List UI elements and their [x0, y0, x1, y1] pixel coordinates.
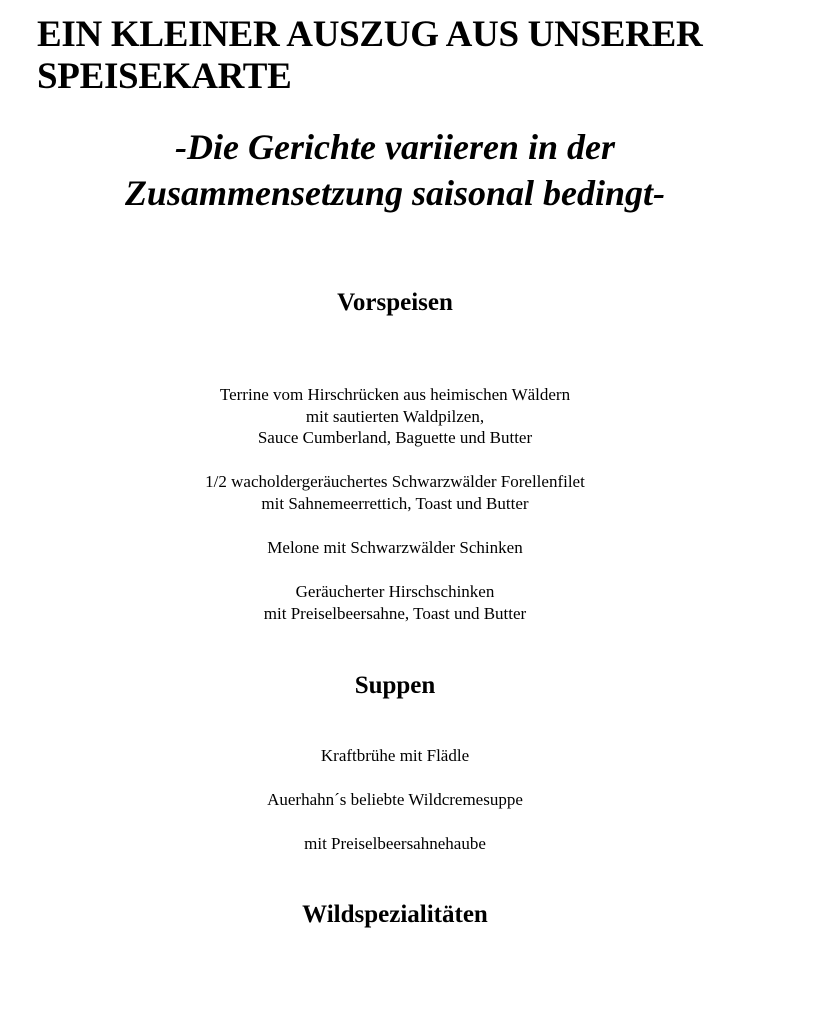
dish-item: [0, 537, 790, 559]
dish-item: [0, 581, 790, 624]
dish-line: mit Preiselbeersahne, Toast und Butter: [263, 603, 527, 623]
dish-line: Kraftbrühe mit Flädle: [320, 746, 470, 765]
dish-line: 1/2 wacholdergeräuchertes Schwarzwälder Forellenfilet: [205, 472, 585, 491]
dish-line: mit Preiselbeersahnehaube: [304, 834, 486, 853]
page-subtitle-line: -Die Gerichte variieren in der: [175, 127, 615, 167]
page-subtitle: [0, 124, 790, 216]
dish-item: [0, 384, 790, 449]
dish-line: Auerhahn´s beliebte Wildcremesuppe: [267, 790, 523, 809]
section-heading-suppen: Suppen: [354, 672, 436, 699]
dish-line: Terrine vom Hirschrücken aus heimischen Wäldern: [219, 385, 571, 404]
dish-line: mit Sahnemeerrettich, Toast und Butter: [261, 493, 529, 513]
page-title-line: SPEISEKARTE: [37, 56, 292, 97]
dish-item: [0, 789, 790, 811]
dish-line: Melone mit Schwarzwälder Schinken: [267, 538, 523, 557]
dish-item: [0, 745, 790, 767]
section-heading-vorspeisen: Vorspeisen: [337, 289, 453, 316]
dish-line: mit sautierten Waldpilzen,: [305, 406, 485, 426]
page-title-line: EIN KLEINER AUSZUG AUS UNSERER: [37, 14, 703, 55]
dish-item: [0, 833, 790, 855]
dish-line: Sauce Cumberland, Baguette und Butter: [257, 428, 533, 447]
dish-item: [0, 471, 790, 514]
page-title: [37, 14, 797, 98]
section-heading-wildspezialitaeten: Wildspezialitäten: [302, 901, 488, 928]
page-subtitle-line: Zusammensetzung saisonal bedingt-: [124, 173, 666, 213]
dish-line: Geräucherter Hirschschinken: [295, 582, 495, 601]
